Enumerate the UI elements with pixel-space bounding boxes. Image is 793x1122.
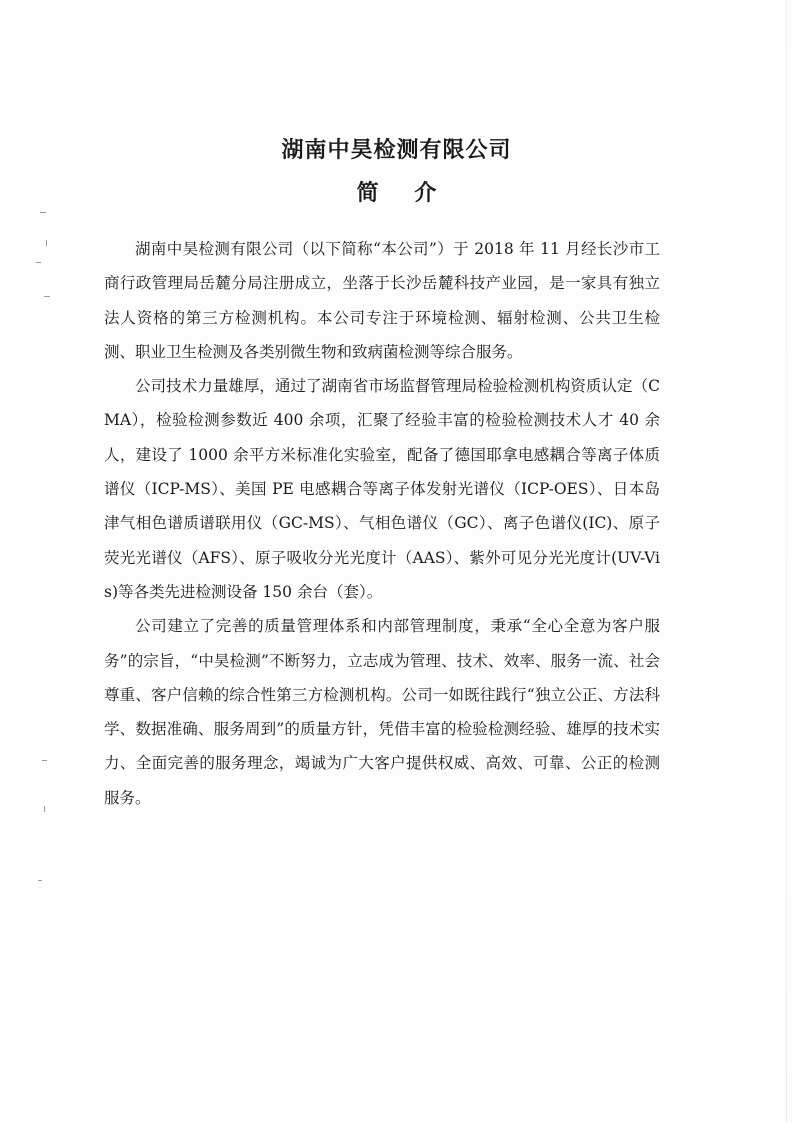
scan-edge-shadow (786, 0, 787, 1122)
scan-speck (44, 806, 45, 812)
paragraph-quality: 公司建立了完善的质量管理体系和内部管理制度，秉承“全心全意为客户服务”的宗旨，“中昊检测”不断努力，立志成为管理、技术、效率、服务一流、社会尊重、客户信赖的综合性第三方检测机构。公司一如既往践行“独立公正、方法科学、数据准确、服务周到”的质量方针，凭借丰富的检验检测经验、雄厚的技术实力、全面完善的服务理念，竭诚为广大客户提供权威、高效、可靠、公正的检测服务。 (104, 617, 660, 807)
document-body (104, 232, 660, 815)
scan-speck (46, 240, 47, 246)
section-title: 简 介 (356, 181, 451, 206)
paragraph-capabilities: 公司技术力量雄厚，通过了湖南省市场监督管理局检验检测机构资质认定（CMA），检验检测参数近 400 余项，汇聚了经验丰富的检验检测技术人才 40 余人，建设了 1000 余平方米标准化实验室，配备了德国耶拿电感耦合等离子体质谱仪（ICP-MS）、美国 PE 电感耦合等离子体发射光谱仪（ICP-OES）、日本岛津气相色谱质谱联用仪（GC-MS）、气相色谱仪（GC）、离子色谱仪(IC)、原子荧光光谱仪（AFS）、原子吸收分光光度计（AAS）、紫外可见分光光度计(UV-Vis)等各类先进检测设备 150 余台（套）。 (104, 377, 660, 601)
scan-speck (44, 296, 50, 297)
scan-speck (36, 262, 41, 263)
scan-speck (42, 760, 47, 761)
company-title: 湖南中昊检测有限公司 (281, 138, 512, 163)
scan-speck (38, 880, 42, 881)
paragraph-intro: 湖南中昊检测有限公司（以下简称“本公司”）于 2018 年 11 月经长沙市工商行政管理局岳麓分局注册成立，坐落于长沙岳麓科技产业园，是一家具有独立法人资格的第三方检测机构。本公司专注于环境检测、辐射检测、公共卫生检测、职业卫生检测及各类别微生物和致病菌检测等综合服务。 (104, 240, 660, 361)
scan-speck (40, 212, 46, 213)
